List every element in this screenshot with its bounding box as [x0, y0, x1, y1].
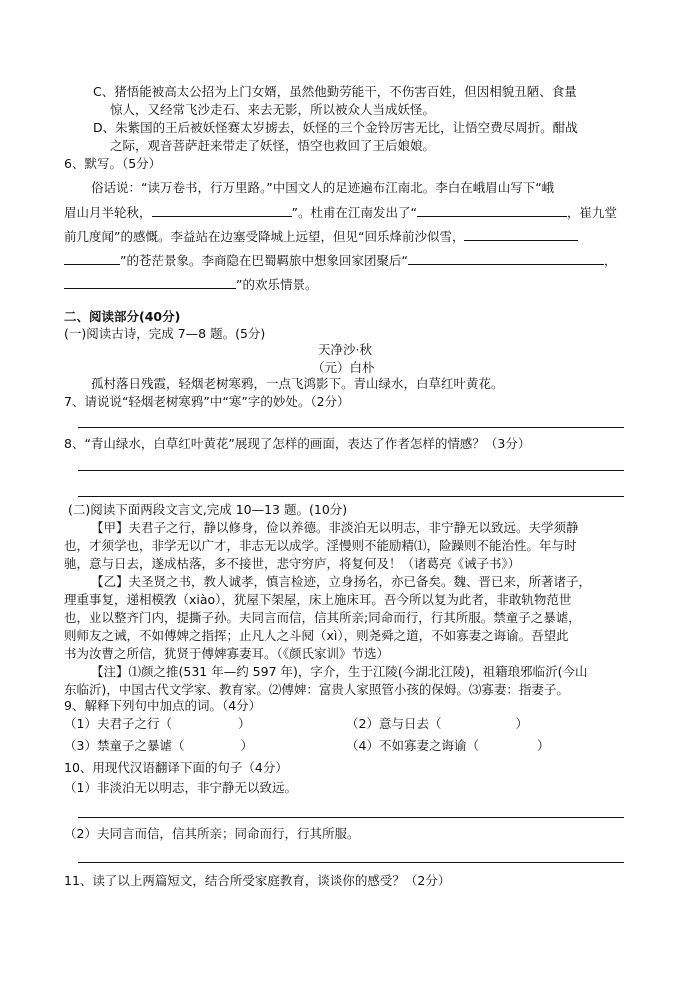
passage-jia-line3: 驰，意与日去，遂成枯落，多不接世，悲守穷庐，将复何及！（诸葛亮《诫子书》） [64, 556, 521, 571]
q9-item-4 [346, 738, 549, 754]
q6-line4-text-a: ”的苍茫景象。李商隐在巴蜀羁旅中想象回家团聚后“ [120, 253, 408, 268]
q5-option-d-line2: 之际，观音菩萨赶来带走了妖怪，悟空也救回了王后娘娘。 [110, 138, 436, 153]
q10-answer-line-1[interactable] [78, 817, 624, 818]
q6-line4-text-b: ， [603, 253, 617, 268]
q6-line2-text-c: ，崔九堂 [566, 205, 617, 220]
q10-title: 10、用现代汉语翻译下面的句子（4分） [64, 760, 288, 775]
q6-blank-3-cont[interactable] [64, 252, 120, 265]
passage-yi-line2: 理重事复，递相模敩（xiào），犹屋下架屋，床上施床耳。吾今所以复为此者，非敢轨物范世 [64, 592, 572, 607]
q6-blank-5[interactable] [64, 276, 236, 289]
q9-item-1-close: ） [237, 716, 251, 731]
note-line1: 【注】⑴颜之推(531 年—约 597 年)，字介，生于江陵(今湖北江陵)，祖籍琅邪临沂(今山 [91, 664, 588, 679]
q6-blank-3[interactable] [464, 228, 578, 241]
q9-item-2-text: （2）意与日去（ [346, 716, 442, 731]
q9-item-2-close: ） [515, 716, 528, 731]
passage-yi-line5: 书为汝曹之所信，犹贤于傅婢寡妻耳。（《颜氏家训》节选） [64, 646, 390, 661]
q6-blank-4[interactable] [408, 252, 604, 265]
q9-title: 9、解释下列句中加点的词。（4分） [64, 698, 262, 713]
q6-line3 [64, 228, 578, 245]
part1-instruction: (一)阅读古诗，完成 7—8 题。(5分) [64, 326, 266, 341]
q9-item-1 [64, 716, 250, 732]
section-reading-title: 二、阅读部分(40分) [64, 309, 181, 324]
q6-line1: 俗话说：“读万卷书，行万里路。”中国文人的足迹遍布江南北。李白在峨眉山写下“峨 [91, 180, 555, 195]
q10-answer-line-2[interactable] [78, 862, 624, 863]
q5-option-c-line2: 惊人，又经常飞沙走石、来去无影，所以被众人当成妖怪。 [110, 102, 436, 117]
poem-title: 天净沙·秋 [318, 342, 372, 357]
q11-title: 11、读了以上两篇短文，结合所受家庭教育，谈谈你的感受？（2分） [64, 873, 451, 888]
q10-sentence-1: （1）非淡泊无以明志，非宁静无以致远。 [64, 780, 297, 795]
q9-item-1-text: （1）夫君子之行（ [64, 716, 172, 731]
q8-answer-line-1[interactable] [78, 470, 624, 471]
passage-yi-line3: 也，业以整齐门内，提撕子孙。夫同言而信，信其所亲;同命而行，行其所服。禁童子之暴谑， [64, 610, 581, 625]
passage-jia-line1: 【甲】夫君子之行，静以修身，俭以养德。非淡泊无以明志，非宁静无以致远。夫学须静 [91, 520, 579, 535]
q6-line2 [64, 204, 617, 221]
part2-instruction: (二)阅读下面两段文言文,完成 10—13 题。(10分) [68, 502, 348, 517]
q6-line3-text: 前几度闻”的感慨。李益站在边塞受降城上远望，但见“回乐烽前沙似雪， [64, 229, 465, 244]
q8-title: 8、“青山绿水，白草红叶黄花”展现了怎样的画面，表达了作者怎样的情感？（3分） [64, 436, 531, 451]
q6-line5-text: ”的欢乐情景。 [236, 277, 318, 292]
q6-line2-text-b: ”。杜甫在江南发出了“ [291, 205, 417, 220]
q9-item-3-text: （3）禁童子之暴谑（ [64, 738, 185, 753]
q5-option-c-line1: C、猪悟能被高太公招为上门女婿，虽然他勤劳能干，不伤害百姓，但因相貌丑陋、食量 [93, 84, 577, 99]
q6-line4 [64, 252, 616, 269]
q5-option-d-line1: D、朱紫国的王后被妖怪赛太岁掳去，妖怪的三个金铃厉害无比，让悟空费尽周折。酣战 [93, 120, 578, 135]
q10-sentence-2: （2）夫同言而信，信其所亲；同命而行，行其所服。 [64, 826, 360, 841]
q9-item-4-close: ） [536, 738, 550, 753]
q6-title: 6、默写。（5分） [64, 156, 162, 171]
poem-author: （元）白朴 [312, 360, 375, 375]
q6-blank-2[interactable] [417, 204, 567, 217]
note-line2: 东临沂)，中国古代文学家、教育家。⑵傅婢：富贵人家照管小孩的保姆。⑶寡妻：指妻子。 [64, 682, 569, 697]
passage-yi-line1: 【乙】夫圣贤之书，教人诚孝，慎言检迹，立身扬名，亦已备矣。魏、晋已来，所著诸子， [91, 574, 592, 589]
q6-line5 [64, 276, 317, 293]
q9-item-3 [64, 738, 253, 754]
q6-blank-1[interactable] [152, 204, 292, 217]
passage-yi-line4: 则师友之诫，不如傅婢之指挥；止凡人之斗阋（xì），则尧舜之道，不如寡妻之诲谕。吾望此 [64, 628, 569, 643]
q8-answer-line-2[interactable] [78, 496, 624, 497]
q7-title: 7、请说说“轻烟老树寒鸦”中“寒”字的妙处。（2分） [64, 394, 350, 409]
q9-item-2 [346, 716, 528, 732]
q6-line2-text-a: 眉山月半轮秋， [64, 205, 152, 220]
poem-text: 孤村落日残霞，轻烟老树寒鸦，一点飞鸿影下。青山绿水，白草红叶黄花。 [91, 376, 504, 391]
q9-item-4-text: （4）不如寡妻之诲谕（ [346, 738, 479, 753]
q7-answer-line[interactable] [78, 427, 624, 428]
q9-item-3-close: ） [240, 738, 253, 753]
passage-jia-line2: 也，才须学也，非学无以广才，非志无以成学。淫慢则不能励精⑴，险躁则不能治性。年与时 [64, 538, 577, 553]
